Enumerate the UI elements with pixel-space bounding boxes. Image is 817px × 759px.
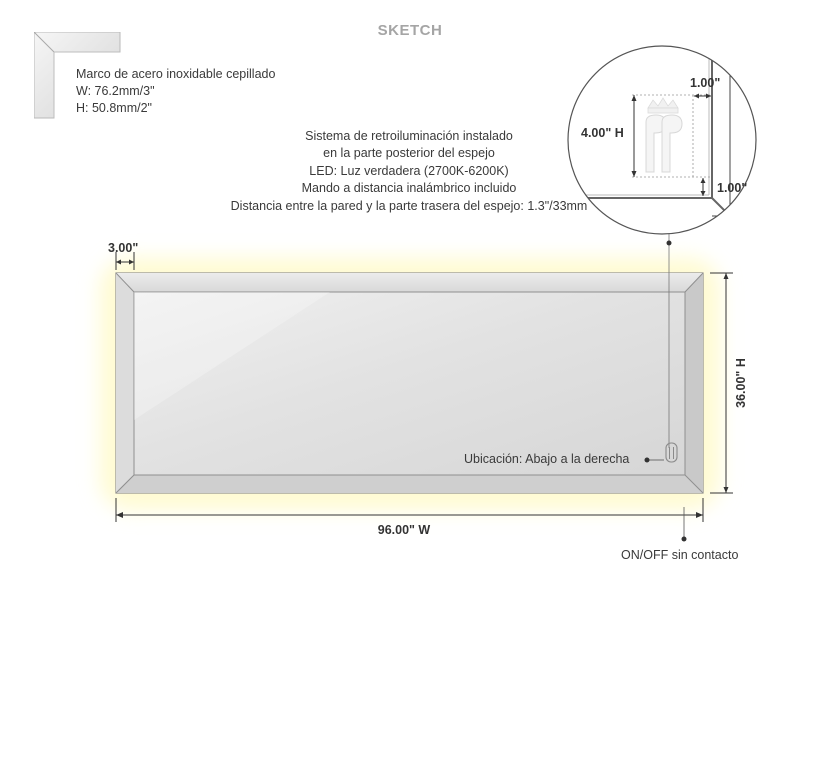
logo-height-label: 4.00" H — [581, 126, 624, 140]
backlight-line-1: Sistema de retroiluminación instalado — [305, 129, 513, 143]
logo-right-offset-label: 1.00" — [717, 181, 748, 195]
location-label: Ubicación: Abajo a la derecha — [464, 452, 630, 466]
height-label: 36.00" H — [734, 358, 748, 408]
width-label: 96.00" W — [377, 523, 431, 537]
frame-width-spec: W: 76.2mm/3" — [76, 84, 155, 98]
frame-bevel-left — [116, 273, 134, 493]
logo-top-offset-label: 1.00" — [690, 76, 721, 90]
frame-bevel-bottom — [116, 475, 703, 493]
backlight-line-3: LED: Luz verdadera (2700K-6200K) — [309, 163, 509, 178]
backlight-line-2: en la parte posterior del espejo — [323, 146, 495, 161]
backlight-line-5: Distancia entre la pared y la parte trasera del espejo: 1.3"/33mm — [230, 198, 588, 213]
backlight-line-4: Mando a distancia inalámbrico incluido — [301, 181, 517, 196]
frame-bevel-right — [685, 273, 703, 493]
frame-bevel-top — [116, 273, 703, 292]
frame-material: Marco de acero inoxidable cepillado — [76, 67, 276, 81]
frame-height-spec: H: 50.8mm/2" — [76, 101, 152, 115]
frame-width-label: 3.00" — [108, 241, 139, 255]
sketch-title: SKETCH — [377, 22, 443, 39]
switch-label: ON/OFF sin contacto — [621, 548, 739, 562]
